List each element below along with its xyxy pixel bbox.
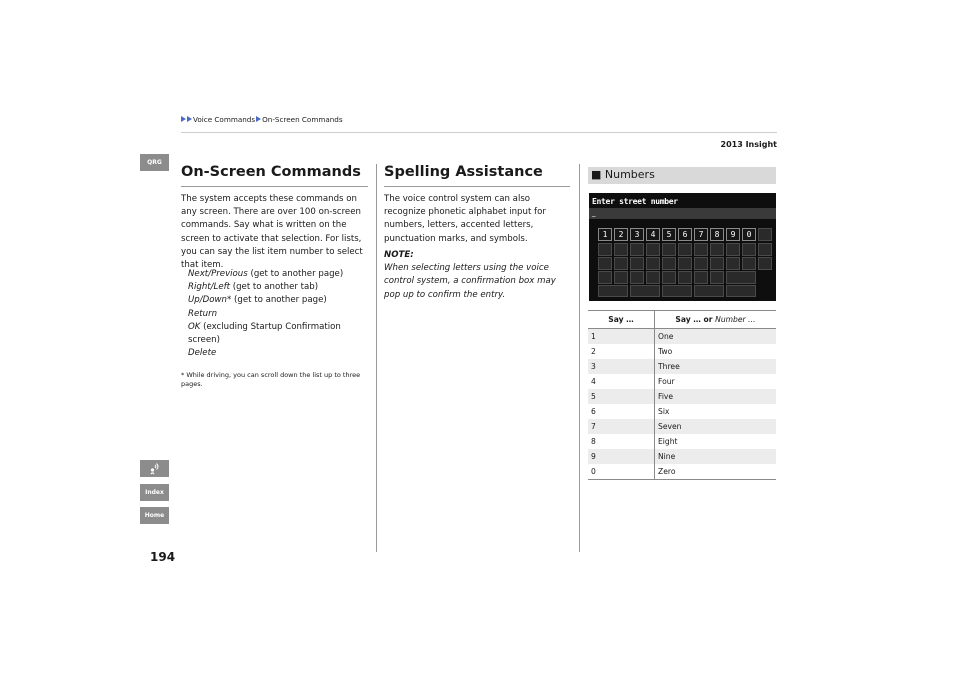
alt-cell: Two [658, 347, 673, 356]
alt-cell: Zero [655, 464, 777, 480]
dimmed-key [614, 243, 628, 256]
column-divider [579, 164, 580, 552]
command-list [181, 268, 371, 360]
digit-key: 6 [678, 228, 692, 241]
alt-cell: Five [655, 389, 777, 404]
command-item: Next/Previous (get to another page) [188, 269, 344, 279]
say-cell: 0 [588, 464, 655, 480]
dimmed-key [646, 243, 660, 256]
dimmed-key [710, 243, 724, 256]
dimmed-key [710, 271, 724, 284]
digit-key-row [598, 228, 772, 241]
note-label: NOTE: [384, 250, 414, 260]
breadcrumb-section-link[interactable]: Voice Commands [193, 115, 256, 124]
digit-key: 3 [630, 228, 644, 241]
dimmed-function-key [726, 285, 756, 297]
table-row [588, 329, 776, 345]
numbers-section-title: ■ Numbers [591, 168, 655, 181]
dimmed-key [630, 271, 644, 284]
dimmed-key [646, 271, 660, 284]
dimmed-key [694, 257, 708, 270]
home-tab[interactable]: Home [140, 507, 169, 524]
dimmed-key [758, 257, 772, 270]
dimmed-key [678, 243, 692, 256]
say-cell: 3 [588, 359, 655, 374]
numbers-section-header [588, 167, 776, 184]
spelling-paragraph: The voice control system can also recognize phonetic alphabet input for numbers, letters, accented letters, punctuation marks, and symbols. [384, 194, 546, 244]
dimmed-key [726, 243, 740, 256]
dimmed-function-key [630, 285, 660, 297]
dimmed-key [614, 257, 628, 270]
intro-paragraph: The system accepts these commands on any screen. There are over 100 on-screen commands. Say what is written on the screen to activate that selection. For lists, you can say the list item number to select that item. [181, 194, 363, 271]
digit-key: 7 [694, 228, 708, 241]
qrg-tab[interactable]: QRG [140, 154, 169, 171]
letter-key-row [598, 271, 756, 284]
on-screen-commands-heading: On-Screen Commands [181, 164, 361, 180]
navigation-screen-image [589, 193, 776, 301]
say-cell: 2 [588, 344, 655, 359]
table-row [588, 404, 776, 419]
spelling-assistance-heading: Spelling Assistance [384, 164, 543, 180]
dimmed-key [726, 271, 756, 284]
model-name: 2013 Insight [720, 140, 777, 149]
screen-title: Enter street number [592, 197, 678, 206]
dimmed-key [662, 243, 676, 256]
breadcrumb [181, 115, 343, 124]
dimmed-key [662, 271, 676, 284]
say-cell: 9 [588, 449, 655, 464]
column-divider [376, 164, 377, 552]
dimmed-key [694, 271, 708, 284]
table-row [588, 344, 776, 359]
dimmed-key [598, 243, 612, 256]
street-number-field [589, 208, 776, 219]
digit-key: 5 [662, 228, 676, 241]
alt-cell: One [655, 329, 777, 345]
table-row [588, 359, 776, 374]
digit-key: 4 [646, 228, 660, 241]
dimmed-key [742, 257, 756, 270]
dimmed-function-key [662, 285, 692, 297]
say-cell: 5 [588, 389, 655, 404]
command-item: Right/Left (get to another tab) [188, 282, 319, 293]
dimmed-key [678, 271, 692, 284]
dimmed-key [598, 271, 612, 284]
index-tab[interactable]: Index [140, 484, 169, 501]
note-text: When selecting letters using the voice control system, a confirmation box may pop up to confirm the entry. [384, 263, 556, 300]
heading-underline [384, 186, 570, 187]
dimmed-key [630, 243, 644, 256]
dimmed-function-key [598, 285, 628, 297]
say-column-header: Say … [588, 311, 655, 329]
alt-cell: Seven [655, 419, 777, 434]
voice-command-icon [149, 462, 161, 475]
dimmed-key [710, 257, 724, 270]
note-block [384, 249, 570, 302]
dimmed-key [598, 257, 612, 270]
table-row [588, 449, 776, 464]
letter-key-row [598, 243, 772, 256]
alt-cell: Four [658, 377, 675, 386]
dimmed-key [742, 243, 756, 256]
say-cell: 7 [588, 419, 655, 434]
digit-key: 1 [598, 228, 612, 241]
say-cell: 1 [588, 329, 655, 345]
command-item: Delete [188, 348, 217, 359]
table-row [588, 374, 776, 389]
alt-cell: Three [655, 359, 777, 374]
say-or-number-column-header: Say … or Number … [655, 311, 777, 329]
function-key-row [598, 285, 756, 297]
heading-underline [181, 186, 368, 187]
digit-key: 2 [614, 228, 628, 241]
voice-tab[interactable] [140, 460, 169, 477]
dimmed-key [758, 243, 772, 256]
dimmed-key [694, 243, 708, 256]
breadcrumb-arrow-icon [181, 116, 186, 122]
digit-key: 9 [726, 228, 740, 241]
numbers-table [588, 310, 776, 480]
header-divider [181, 132, 777, 133]
table-row [588, 389, 776, 404]
say-cell: 6 [588, 404, 655, 419]
dimmed-key [614, 271, 628, 284]
digit-key: 8 [710, 228, 724, 241]
alt-cell: Eight [658, 437, 678, 446]
dimmed-key [678, 257, 692, 270]
command-item: OK (excluding Startup Confirmation screen) [188, 321, 341, 346]
breadcrumb-arrow-icon [187, 116, 192, 122]
breadcrumb-page: On-Screen Commands [262, 115, 343, 124]
dimmed-function-key [694, 285, 724, 297]
table-row [588, 419, 776, 434]
alt-cell: Nine [655, 449, 777, 464]
digit-key: 0 [742, 228, 756, 241]
dimmed-key [630, 257, 644, 270]
table-row [588, 464, 776, 480]
command-item: Return [188, 308, 218, 319]
say-cell: 8 [588, 434, 655, 449]
page-number: 194 [150, 550, 176, 564]
dimmed-key [726, 257, 740, 270]
alt-cell: Six [658, 407, 670, 416]
table-row [588, 434, 776, 449]
breadcrumb-arrow-icon [256, 116, 261, 122]
command-item: Up/Down* (get to another page) [188, 295, 327, 306]
field-cursor: _ [592, 209, 596, 217]
dimmed-key [758, 228, 772, 241]
dimmed-key [662, 257, 676, 270]
letter-key-row [598, 257, 772, 270]
footnote: * While driving, you can scroll down the list up to three pages. [181, 371, 361, 388]
table-header-row [588, 311, 776, 329]
dimmed-key [646, 257, 660, 270]
say-cell: 4 [588, 374, 655, 389]
